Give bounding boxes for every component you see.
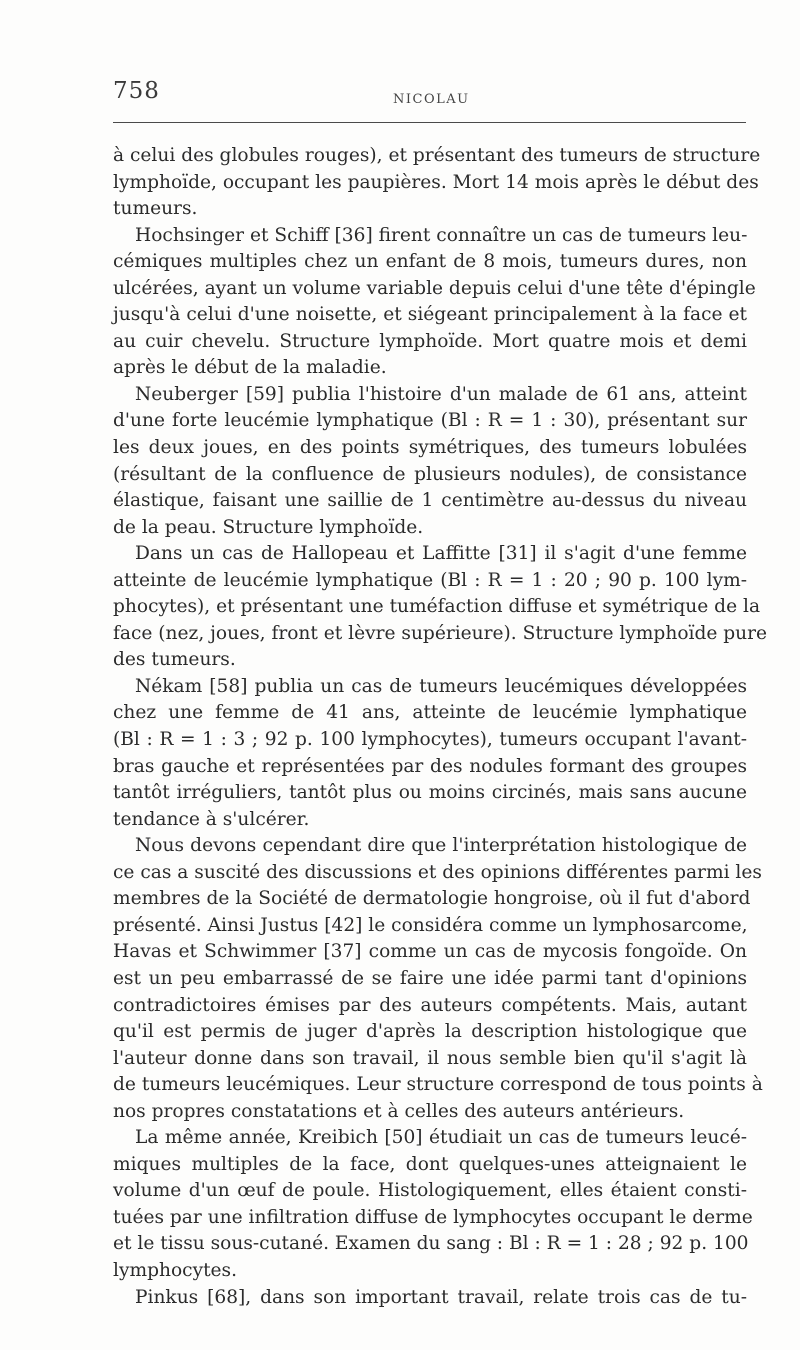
text-line: tumeurs. xyxy=(113,198,198,220)
text-line: cémiques multiples chez un enfant de 8 mois, tumeurs dures, non xyxy=(113,251,747,273)
text-line: des tumeurs. xyxy=(113,649,236,671)
text-line: chez une femme de 41 ans, atteinte de leucémie lymphatique xyxy=(113,702,747,724)
text-line: qu'il est permis de juger d'après la description histologique que xyxy=(113,1021,747,1043)
text-line: Havas et Schwimmer [37] comme un cas de mycosis fongoïde. On xyxy=(113,941,747,963)
text-line: Nékam [58] publia un cas de tumeurs leucémiques développées xyxy=(135,675,747,697)
text-line: Dans un cas de Hallopeau et Laffitte [31] il s'agit d'une femme xyxy=(135,543,747,565)
text-line: face (nez, joues, front et lèvre supérieure). Structure lymphoïde pure xyxy=(113,622,768,644)
body-text xyxy=(113,143,768,1311)
text-line: bras gauche et représentées par des nodules formant des groupes xyxy=(113,755,747,777)
text-line: tantôt irréguliers, tantôt plus ou moins circinés, mais sans aucune xyxy=(113,782,747,804)
text-line: contradictoires émises par des auteurs compétents. Mais, autant xyxy=(113,994,747,1016)
text-line: est un peu embarrassé de se faire une idée parmi tant d'opinions xyxy=(113,967,747,989)
text-line: de la peau. Structure lymphoïde. xyxy=(113,516,424,538)
text-line: Hochsinger et Schiff [36] firent connaître un cas de tumeurs leu- xyxy=(135,224,748,246)
text-line: ulcérées, ayant un volume variable depuis celui d'une tête d'épingle xyxy=(113,277,756,299)
header-rule xyxy=(113,122,746,123)
page-number: 758 xyxy=(113,78,160,104)
text-line: lymphocytes. xyxy=(113,1259,238,1281)
text-line: de tumeurs leucémiques. Leur structure correspond de tous points à xyxy=(113,1074,763,1096)
text-line: Pinkus [68], dans son important travail, relate trois cas de tu- xyxy=(135,1286,747,1308)
text-line: à celui des globules rouges), et présentant des tumeurs de structure xyxy=(113,145,761,166)
text-line: lymphoïde, occupant les paupières. Mort 14 mois après le début des xyxy=(113,171,759,193)
text-line: au cuir chevelu. Structure lymphoïde. Mort quatre mois et demi xyxy=(113,330,747,352)
text-line: les deux joues, en des points symétriques, des tumeurs lobulées xyxy=(113,437,747,459)
text-line: présenté. Ainsi Justus [42] le considéra comme un lymphosarcome, xyxy=(113,914,748,936)
text-line: d'une forte leucémie lymphatique (Bl : R = 1 : 30), présentant sur xyxy=(113,410,747,432)
text-line: atteinte de leucémie lymphatique (Bl : R = 1 : 20 ; 90 p. 100 lym- xyxy=(113,569,747,591)
text-line: jusqu'à celui d'une noisette, et siégeant principalement à la face et xyxy=(113,304,747,326)
text-line: nos propres constatations et à celles des auteurs antérieurs. xyxy=(113,1100,685,1122)
text-line: Nous devons cependant dire que l'interprétation histologique de xyxy=(135,835,747,857)
text-line: ce cas a suscité des discussions et des opinions différentes parmi les xyxy=(113,861,762,883)
text-line: miques multiples de la face, dont quelques-unes atteignaient le xyxy=(113,1153,747,1175)
text-line: volume d'un œuf de poule. Histologiquement, elles étaient consti- xyxy=(113,1180,747,1202)
text-line: tuées par une infiltration diffuse de lymphocytes occupant le derme xyxy=(113,1206,753,1228)
text-line: et le tissu sous-cutané. Examen du sang : Bl : R = 1 : 28 ; 92 p. 100 xyxy=(113,1233,749,1255)
text-line: membres de la Société de dermatologie hongroise, où il fut d'abord xyxy=(113,888,751,910)
text-line: après le début de la maladie. xyxy=(113,357,387,379)
text-line: La même année, Kreibich [50] étudiait un cas de tumeurs leucé- xyxy=(135,1127,747,1149)
text-line: tendance à s'ulcérer. xyxy=(113,808,310,830)
text-line: Neuberger [59] publia l'histoire d'un malade de 61 ans, atteint xyxy=(135,383,747,405)
text-line: (résultant de la confluence de plusieurs nodules), de consistance xyxy=(113,463,747,485)
text-line: (Bl : R = 1 : 3 ; 92 p. 100 lymphocytes), tumeurs occupant l'avant- xyxy=(113,729,747,751)
running-head: NICOLAU xyxy=(393,92,470,107)
text-line: l'auteur donne dans son travail, il nous semble bien qu'il s'agit là xyxy=(113,1047,747,1069)
text-line: élastique, faisant une saillie de 1 centimètre au-dessus du niveau xyxy=(113,490,747,512)
text-line: phocytes), et présentant une tuméfaction diffuse et symétrique de la xyxy=(113,596,761,618)
